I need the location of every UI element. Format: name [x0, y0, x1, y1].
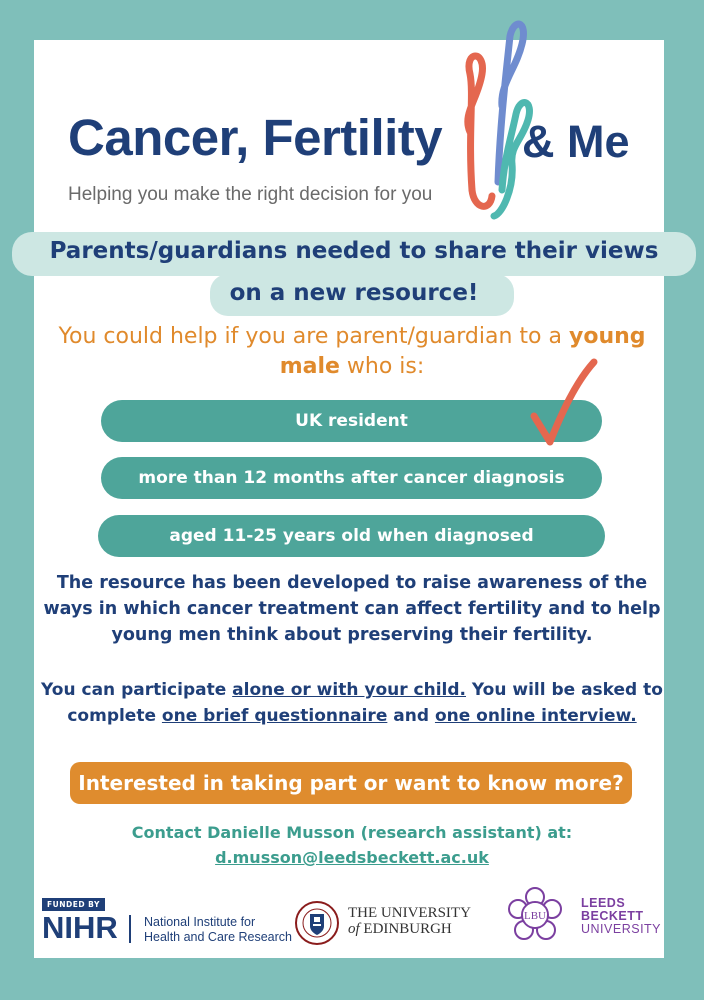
lbu-line-3: UNIVERSITY: [581, 922, 662, 936]
nihr-full-name: [144, 915, 292, 945]
description-line-3: young men think about preserving their fertility.: [111, 625, 593, 645]
participation-text: [30, 677, 674, 729]
lbu-badge-text: LBU: [524, 910, 546, 922]
description-line-1: The resource has been developed to raise awareness of the: [56, 573, 648, 593]
criteria-pill-12-months: more than 12 months after cancer diagnosis: [101, 457, 602, 499]
checkmark-icon: [528, 352, 608, 452]
participation-part-1: You can participate: [41, 680, 233, 700]
nihr-name-line-1: National Institute for: [144, 915, 256, 929]
nihr-logo: NIHR: [42, 910, 118, 945]
nihr-name-line-2: Health and Care Research: [144, 930, 292, 944]
logo-title: Cancer, Fertility: [68, 109, 443, 166]
intro-highlight: young male: [279, 324, 646, 379]
contact-block: [30, 820, 674, 870]
participation-part-3: complete: [67, 706, 162, 726]
logo-tagline: Helping you make the right decision for you: [68, 184, 433, 205]
headline-line-1: Parents/guardians needed to share their views: [49, 238, 659, 264]
cta-banner: Interested in taking part or want to know more?: [70, 762, 632, 804]
lbu-line-1: LEEDS: [581, 896, 626, 910]
nihr-divider: [129, 915, 131, 943]
participation-part-2: You will be asked to: [466, 680, 663, 700]
funded-by-label: FUNDED BY: [42, 898, 105, 911]
resource-description: [30, 570, 674, 648]
edinburgh-line-1: THE UNIVERSITY: [348, 905, 471, 921]
criteria-pill-aged: aged 11-25 years old when diagnosed: [98, 515, 605, 557]
description-line-2: ways in which cancer treatment can affect fertility and to help: [43, 599, 661, 619]
edinburgh-crest-icon: [294, 900, 340, 946]
intro-end: who is:: [339, 354, 425, 379]
contact-text: Contact Danielle Musson (research assistant) at:: [131, 823, 573, 842]
intro-start: You could help if you are parent/guardian to a: [58, 324, 569, 349]
participation-alone-link: alone or with your child.: [232, 680, 466, 700]
leeds-beckett-name: [581, 897, 661, 936]
criteria-pill-uk-resident: UK resident: [101, 400, 602, 442]
edinburgh-name: [348, 905, 471, 937]
participation-questionnaire: one brief questionnaire: [161, 706, 388, 726]
lbu-line-2: BECKETT: [581, 909, 644, 923]
leeds-beckett-crest-icon: [504, 884, 566, 946]
headline-line-2: on a new resource!: [229, 280, 479, 306]
edinburgh-of: of: [348, 921, 360, 937]
logo-amp-me: & Me: [522, 116, 630, 167]
participation-part-4: and: [387, 706, 435, 726]
participation-interview: one online interview.: [434, 706, 637, 726]
contact-email-link[interactable]: d.musson@leedsbeckett.ac.uk: [215, 848, 489, 867]
edinburgh-line-2: EDINBURGH: [363, 921, 452, 937]
headline-banner: [12, 232, 692, 316]
